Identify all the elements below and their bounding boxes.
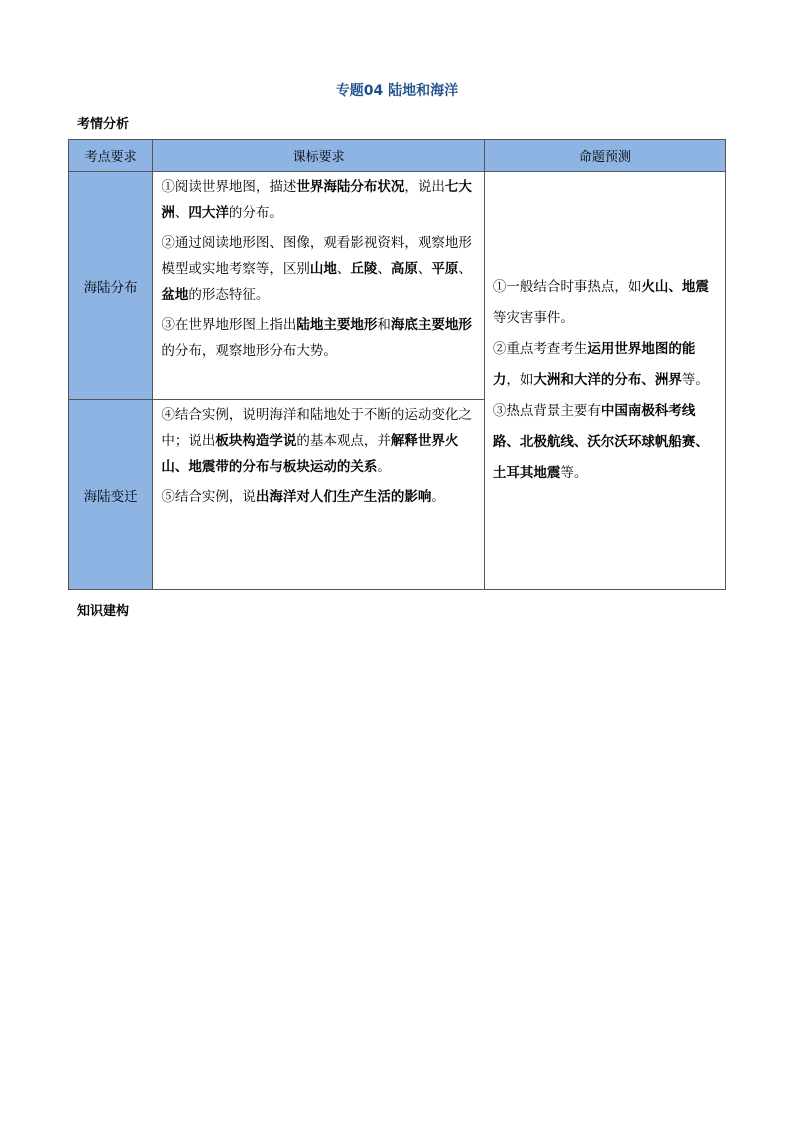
requirement-item: ③在世界地形图上指出陆地主要地形和海底主要地形的分布，观察地形分布大势。: [161, 317, 472, 359]
header-prediction: 命题预测: [484, 140, 725, 172]
requirement-item: ②通过阅读地形图、图像，观看影视资料，观察地形模型或实地考察等，区别山地、丘陵、高原、平原、盆地的形态特征。: [161, 235, 472, 303]
header-exam-point: 考点要求: [69, 140, 153, 172]
row-label-change: 海陆变迁: [69, 400, 153, 590]
exam-analysis-table: [68, 139, 726, 590]
curriculum-cell-change: [153, 400, 485, 590]
table-header-row: [69, 140, 726, 172]
table-row: [69, 172, 726, 400]
section-heading-analysis: 考情分析: [77, 117, 130, 132]
prediction-item: ③热点背景主要有中国南极科考线路、北极航线、沃尔沃环球帆船赛、土耳其地震等。: [492, 403, 709, 481]
prediction-item: ①一般结合时事热点，如火山、地震等灾害事件。: [492, 279, 709, 326]
prediction-cell: [484, 172, 725, 590]
row-label-distribution: 海陆分布: [69, 172, 153, 400]
requirement-item: ④结合实例，说明海洋和陆地处于不断的运动变化之中；说出板块构造学说的基本观点，并解释世界火山、地震带的分布与板块运动的关系。: [161, 407, 472, 475]
page-title: 专题04 陆地和海洋: [335, 83, 459, 99]
prediction-item: ②重点考查考生运用世界地图的能力，如大洲和大洋的分布、洲界等。: [492, 341, 709, 388]
header-curriculum: 课标要求: [153, 140, 485, 172]
requirement-item: ①阅读世界地图，描述世界海陆分布状况，说出七大洲、四大洋的分布。: [161, 179, 472, 221]
requirement-item: ⑤结合实例，说出海洋对人们生产生活的影响。: [161, 489, 445, 505]
curriculum-cell-distribution: [153, 172, 485, 400]
section-heading-knowledge: 知识建构: [77, 604, 130, 619]
